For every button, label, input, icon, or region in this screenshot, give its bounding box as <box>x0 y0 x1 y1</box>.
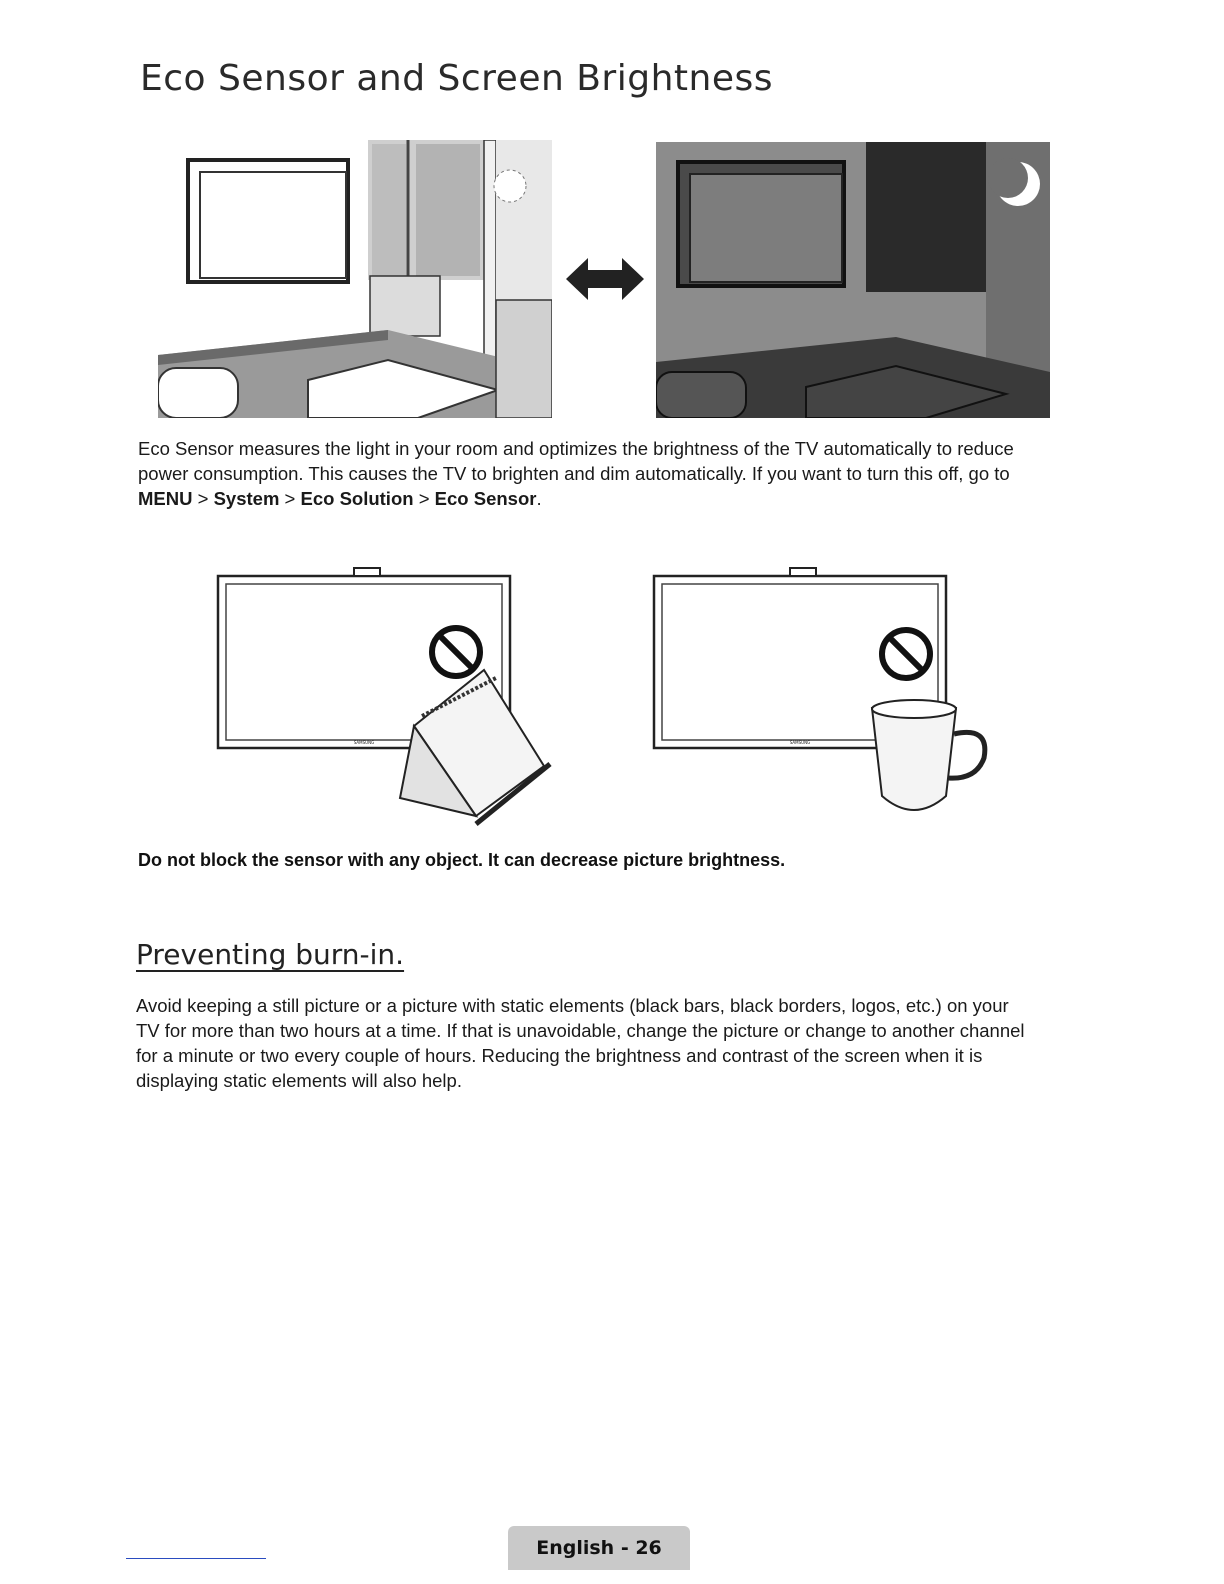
burnin-line-1: Avoid keeping a still picture or a picture with static elements (black bars, black borders, logos, etc.) on your <box>136 995 1009 1016</box>
path-eco-solution: Eco Solution <box>300 488 414 509</box>
double-arrow-icon <box>566 256 644 302</box>
path-sep-1: > <box>197 488 209 509</box>
burn-in-heading: Preventing burn-in. <box>136 938 405 971</box>
burn-in-description <box>136 993 1096 1093</box>
footer-rule <box>126 1558 266 1559</box>
tv-blocked-by-calendar-illustration <box>214 566 564 830</box>
burnin-line-3: for a minute or two every couple of hours. Reducing the brightness and contrast of the screen when it is <box>136 1045 983 1066</box>
night-room-illustration <box>656 142 1050 418</box>
path-eco-sensor: Eco Sensor <box>434 488 537 509</box>
burnin-line-4: displaying static elements will also help. <box>136 1070 462 1091</box>
sun-icon <box>494 170 526 202</box>
block-sensor-warning: Do not block the sensor with any object. It can decrease picture brightness. <box>138 850 786 870</box>
tv-brand-logo-2: SAMSUNG <box>789 740 811 745</box>
path-system: System <box>213 488 280 509</box>
moon-icon <box>988 158 1028 198</box>
path-menu: MENU <box>138 488 193 509</box>
eco-line-2: power consumption. This causes the TV to brighten and dim automatically. If you want to turn this off, go to <box>138 463 1010 484</box>
burnin-line-2: TV for more than two hours at a time. If that is unavoidable, change the picture or change to another channel <box>136 1020 1025 1041</box>
tv-blocked-by-mug-illustration <box>650 566 1000 826</box>
path-sep-3: > <box>418 488 430 509</box>
eco-sensor-description <box>138 436 1098 511</box>
eco-line-1: Eco Sensor measures the light in your room and optimizes the brightness of the TV automatically to reduce <box>138 438 1014 459</box>
path-end: . <box>536 488 542 509</box>
page-title: Eco Sensor and Screen Brightness <box>140 58 773 99</box>
mug-icon <box>872 700 985 810</box>
prohibited-icon <box>432 628 480 676</box>
prohibited-icon-2 <box>882 630 930 678</box>
day-room-illustration <box>158 140 552 418</box>
page-number-tab: English - 26 <box>508 1526 690 1570</box>
path-sep-2: > <box>284 488 296 509</box>
tv-brand-logo: SAMSUNG <box>353 740 375 745</box>
